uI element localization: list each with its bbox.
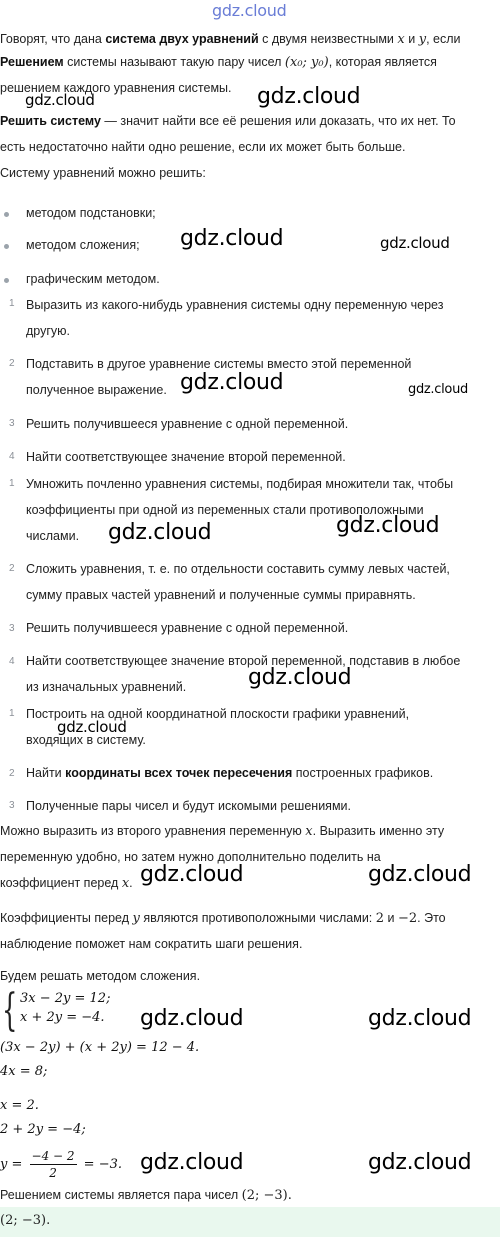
text: являются противоположными числами: xyxy=(143,911,373,925)
solution-step-fraction xyxy=(0,1148,122,1181)
watermark: gdz.cloud xyxy=(368,1150,472,1175)
term-system: система двух уравнений xyxy=(105,32,259,46)
intro-line-4 xyxy=(0,108,500,134)
fraction-denominator: 2 xyxy=(49,1166,57,1180)
text: с двумя неизвестными xyxy=(262,32,394,46)
step-number: 2 xyxy=(9,768,15,779)
list-item: методом подстановки; xyxy=(26,206,156,220)
step-line: Выразить из какого-нибудь уравнения системы одну переменную через xyxy=(26,298,444,312)
text: Найти xyxy=(26,766,62,780)
watermark: gdz.cloud xyxy=(108,520,212,545)
step-line: из изначальных уравнений. xyxy=(26,680,187,694)
text: и xyxy=(387,911,395,925)
intro-line-2 xyxy=(0,49,500,76)
solution-step: (3x − 2y) + (x + 2y) = 12 − 4. xyxy=(0,1040,200,1055)
watermark: gdz.cloud xyxy=(248,665,352,690)
number: −2 xyxy=(398,911,418,926)
conclusion xyxy=(0,1182,500,1209)
watermark: gdz.cloud xyxy=(368,1006,472,1031)
system-brace: { xyxy=(2,985,18,1036)
watermark: gdz.cloud xyxy=(336,513,440,538)
answer-box xyxy=(0,1207,500,1237)
bullet-icon xyxy=(4,278,9,283)
text: — значит найти все её решения или доказать, что их нет. То xyxy=(104,114,456,128)
watermark-top: gdz.cloud xyxy=(212,1,287,20)
explain-line-2: переменную удобно, но затем нужно дополнительно поделить на xyxy=(0,850,381,864)
watermark: gdz.cloud xyxy=(180,226,284,251)
list-item: графическим методом. xyxy=(26,272,160,286)
step-line: Умножить почленно уравнения системы, подбирая множители так, чтобы xyxy=(26,477,454,491)
step-number: 1 xyxy=(9,478,15,489)
step-line: Решить получившееся уравнение с одной переменной. xyxy=(26,621,349,635)
list-item: методом сложения; xyxy=(26,238,140,252)
step-line: Решить получившееся уравнение с одной переменной. xyxy=(26,417,349,431)
system-eq-1: 3x − 2y = 12; xyxy=(20,991,111,1006)
system-eq-2: x + 2y = −4. xyxy=(20,1010,105,1025)
fraction-numerator: −4 − 2 xyxy=(31,1149,75,1163)
watermark: gdz.cloud xyxy=(368,862,472,887)
step-line: полученное выражение. xyxy=(26,383,167,397)
var-y: y xyxy=(132,911,140,926)
watermark: gdz.cloud xyxy=(140,862,244,887)
step-line: Найти соответствующее значение второй переменной. xyxy=(26,450,346,464)
step-number: 2 xyxy=(9,563,15,574)
text: . Это xyxy=(417,911,446,925)
step-line: Найти соответствующее значение второй переменной, подставив в любое xyxy=(26,654,461,668)
pair-answer: (2; −3). xyxy=(241,1188,292,1203)
text: . Выразить именно эту xyxy=(312,824,445,838)
explain-line-1 xyxy=(0,818,500,845)
step-line: входящих в систему. xyxy=(26,733,146,747)
explain-line-6: Будем решать методом сложения. xyxy=(0,969,201,983)
var-x: x xyxy=(121,876,130,891)
watermark: gdz.cloud xyxy=(140,1006,244,1031)
bullet-icon xyxy=(4,244,9,249)
step-line: числами. xyxy=(26,529,80,543)
watermark: gdz.cloud xyxy=(140,1150,244,1175)
number: 2 xyxy=(375,911,385,926)
var-x: x xyxy=(397,32,405,47)
step-number: 1 xyxy=(9,298,15,309)
intro-line-5: есть недостаточно найти одно решение, если их может быть больше. xyxy=(0,140,406,154)
step-line: Полученные пары чисел и будут искомыми решениями. xyxy=(26,799,351,813)
text: Говорят, что дана xyxy=(0,32,102,46)
text: , которая является xyxy=(328,55,437,69)
watermark: gdz.cloud xyxy=(380,234,450,252)
step-line: коэффициенты при одной из переменных стали противоположными xyxy=(26,503,424,517)
watermark: gdz.cloud xyxy=(57,718,127,736)
pair-x0-y0: (x₀; y₀) xyxy=(284,55,329,70)
text: и xyxy=(408,32,416,46)
text: = −3. xyxy=(83,1157,122,1172)
text: Коэффициенты перед xyxy=(0,911,129,925)
explain-line-4 xyxy=(0,905,500,932)
text: построенных графиков. xyxy=(295,766,434,780)
var-x: x xyxy=(305,824,313,839)
step-line: Построить на одной координатной плоскости графики уравнений, xyxy=(26,707,410,721)
term-solution: Решением xyxy=(0,55,64,69)
text: Решением системы является пара чисел xyxy=(0,1188,239,1202)
answer-value: (2; −3). xyxy=(0,1213,51,1228)
step-number: 4 xyxy=(9,451,15,462)
var-y: y xyxy=(418,32,427,47)
bullet-icon xyxy=(4,212,9,217)
step-number: 3 xyxy=(9,418,15,429)
text: . xyxy=(129,876,133,890)
watermark: gdz.cloud xyxy=(408,382,468,397)
text: коэффициент перед xyxy=(0,876,119,890)
intro-line-3: решением каждого уравнения системы. xyxy=(0,81,232,95)
fraction xyxy=(30,1148,77,1181)
step-line: Сложить уравнения, т. е. по отдельности составить сумму левых частей, xyxy=(26,562,450,576)
solution-step: 2 + 2y = −4; xyxy=(0,1122,86,1137)
solution-step: x = 2. xyxy=(0,1098,39,1113)
step-number: 2 xyxy=(9,358,15,369)
step-line: Подставить в другое уравнение системы вместо этой переменной xyxy=(26,357,412,371)
step-number: 1 xyxy=(9,708,15,719)
step-line xyxy=(26,760,433,786)
text: , если xyxy=(426,32,461,46)
step-line: другую. xyxy=(26,324,71,338)
step-number: 3 xyxy=(9,800,15,811)
watermark: gdz.cloud xyxy=(257,84,361,109)
term-solve-system: Решить систему xyxy=(0,114,101,128)
text: y = xyxy=(0,1157,23,1172)
term-intersection-points: координаты всех точек пересечения xyxy=(65,766,293,780)
text: системы называют такую пару чисел xyxy=(67,55,282,69)
step-number: 3 xyxy=(9,623,15,634)
step-number: 4 xyxy=(9,656,15,667)
watermark: gdz.cloud xyxy=(25,91,95,109)
step-line: сумму правых частей уравнений и полученные суммы приравнять. xyxy=(26,588,416,602)
solution-step: 4x = 8; xyxy=(0,1064,48,1079)
explain-line-5: наблюдение поможет нам сократить шаги решения. xyxy=(0,937,303,951)
watermark: gdz.cloud xyxy=(180,370,284,395)
text: Можно выразить из второго уравнения переменную xyxy=(0,824,302,838)
intro-line-6: Систему уравнений можно решить: xyxy=(0,166,206,180)
